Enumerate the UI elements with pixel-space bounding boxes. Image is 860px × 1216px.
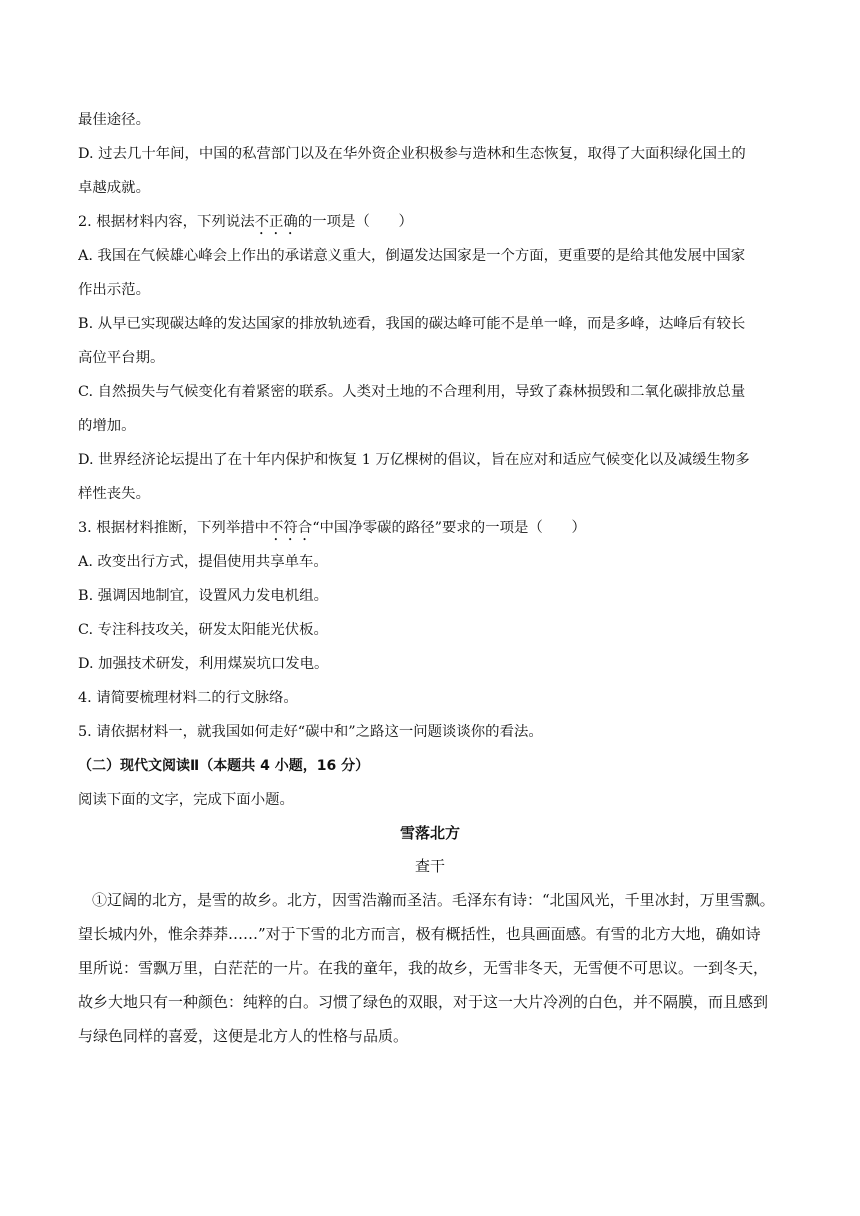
option-b-3: B. 强调因地制宜，设置风力发电机组。	[78, 588, 328, 604]
essay-author: 查干	[414, 857, 445, 875]
question-3	[78, 517, 786, 544]
question-2-pre: 2. 根据材料内容，下列说法	[78, 214, 255, 230]
option-d-line-1: D. 过去几十年间，中国的私营部门以及在华外资企业积极参与造林和生态恢复，取得了大面积绿化国土的	[78, 146, 746, 162]
option-a-line-1: A. 我国在气候雄心峰会上作出的承诺意义重大，倒逼发达国家是一个方面，更重要的是给其他发展中国家	[78, 248, 746, 264]
option-b-line-1: B. 从早已实现碳达峰的发达国家的排放轨迹看，我国的碳达峰可能不是单一峰，而是多峰，达峰后有较长	[78, 316, 746, 332]
essay-title: 雪落北方	[399, 824, 460, 842]
option-c-line-1: C. 自然损失与气候变化有着紧密的联系。人类对土地的不合理利用，导致了森林损毁和二氧化碳排放总量	[78, 384, 746, 400]
option-c-line-2: 的增加。	[78, 418, 136, 434]
question-2-emphasis: 不正确	[254, 214, 298, 230]
question-2-post: 的一项是（ ）	[297, 214, 413, 230]
section-heading: （二）现代文阅读Ⅱ（本题共 4 小题，16 分）	[78, 758, 370, 774]
paragraph-1-line-4: 故乡大地只有一种颜色：纯粹的白。习惯了绿色的双眼，对于这一大片冷冽的白色，并不隔膜，而且感到	[78, 993, 769, 1011]
option-b-line-2: 高位平台期。	[78, 350, 165, 366]
question-4: 4. 请简要梳理材料二的行文脉络。	[78, 690, 298, 706]
paragraph-1-line-1: ①辽阔的北方，是雪的故乡。北方，因雪浩瀚而圣洁。毛泽东有诗：“北国风光，千里冰封，万里雪飘。	[92, 891, 775, 909]
option-d-3: D. 加强技术研发，利用煤炭坑口发电。	[78, 656, 329, 672]
question-2	[78, 211, 786, 238]
option-a-line-2: 作出示范。	[78, 282, 150, 298]
option-d-line-2: 卓越成就。	[78, 180, 150, 196]
question-3-emphasis: 不符合	[269, 520, 313, 536]
option-a-3: A. 改变出行方式，提倡使用共享单车。	[78, 554, 328, 570]
question-3-pre: 3. 根据材料推断，下列举措中	[78, 520, 269, 536]
option-d2-line-2: 样性丧失。	[78, 486, 150, 502]
option-d2-line-1: D. 世界经济论坛提出了在十年内保护和恢复 1 万亿棵树的倡议，旨在应对和适应气候变化以及减缓生物多	[78, 452, 750, 468]
paragraph-1-line-3: 里所说：雪飘万里，白茫茫的一片。在我的童年，我的故乡，无雪非冬天，无雪便不可思议。一到冬天，	[78, 959, 769, 977]
option-c-3: C. 专注科技攻关，研发太阳能光伏板。	[78, 622, 328, 638]
reading-instruction: 阅读下面的文字，完成下面小题。	[78, 792, 294, 808]
question-5: 5. 请依据材料一，就我国如何走好“碳中和”之路这一问题谈谈你的看法。	[78, 724, 543, 740]
text-line: 最佳途径。	[78, 112, 150, 128]
paragraph-1-line-5: 与绿色同样的喜爱，这便是北方人的性格与品质。	[78, 1027, 409, 1045]
paragraph-1-line-2: 望长城内外，惟余莽莽……”对于下雪的北方而言，极有概括性，也具画面感。有雪的北方大地，确如诗	[78, 925, 761, 943]
question-3-post: “中国净零碳的路径”要求的一项是（ ）	[312, 520, 586, 536]
